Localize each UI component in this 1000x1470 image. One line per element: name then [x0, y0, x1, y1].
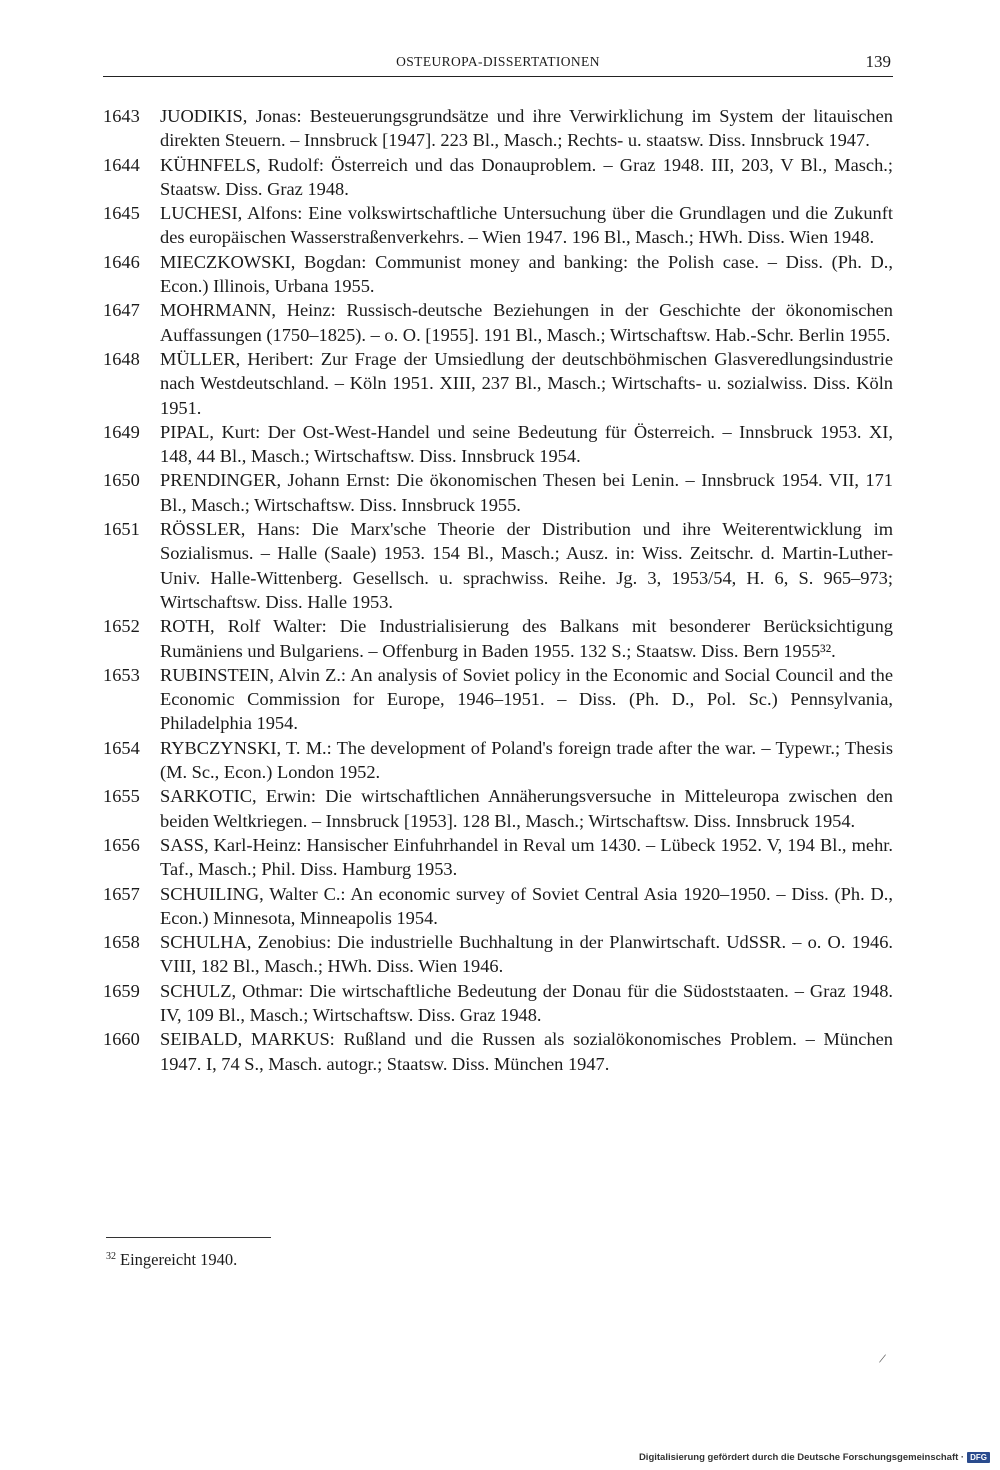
entry-text: PRENDINGER, Johann Ernst: Die ökonomischen Thesen bei Lenin. – Innsbruck 1954. VII, 171 Bl., Masch.; Wirtschaftsw. Diss. Innsbruck 1955.	[160, 470, 893, 515]
entry-text: RÖSSLER, Hans: Die Marx'sche Theorie der Distribution und ihre Weiterentwicklung im Sozialismus. – Halle (Saale) 1953. 154 Bl., Masch.; Ausz. in: Wiss. Zeitschr. d. Martin-Luther-Univ. Halle-Wittenberg. Gesellsch. u. sprachwiss. Reihe. Jg. 3, 1953/54, H. 6, S. 965–973; Wirtschaftsw. Diss. Halle 1953.	[160, 519, 893, 612]
dfg-logo: DFG	[967, 1452, 990, 1463]
footnote	[106, 1250, 237, 1270]
entry-text: MOHRMANN, Heinz: Russisch-deutsche Beziehungen in der Geschichte der ökonomischen Auffassungen (1750–1825). – o. O. [1955]. 191 Bl., Masch.; Wirtschaftsw. Hab.-Schr. Berlin 1955.	[160, 300, 893, 345]
bibliography-entry	[103, 614, 893, 663]
entry-number: 1652	[103, 616, 140, 637]
bibliography-entry	[103, 784, 893, 833]
bibliography-list	[103, 104, 893, 1076]
entry-text: JUODIKIS, Jonas: Besteuerungsgrundsätze und ihre Verwirklichung im System der litauischen direkten Steuern. – Innsbruck [1947]. 223 Bl., Masch.; Rechts- u. staatsw. Diss. Innsbruck 1947.	[160, 106, 893, 151]
bibliography-entry	[103, 250, 893, 299]
entry-number: 1659	[103, 980, 140, 1001]
entry-number: 1658	[103, 932, 140, 953]
bibliography-entry	[103, 153, 893, 202]
entry-text: SARKOTIC, Erwin: Die wirtschaftlichen Annäherungsversuche in Mitteleuropa zwischen den beiden Weltkriegen. – Innsbruck [1953]. 128 Bl., Masch.; Wirtschaftsw. Diss. Innsbruck 1954.	[160, 786, 893, 831]
entry-number: 1650	[103, 470, 140, 491]
entry-number: 1645	[103, 203, 140, 224]
bibliography-entry	[103, 298, 893, 347]
bibliography-entry	[103, 201, 893, 250]
entry-text: KÜHNFELS, Rudolf: Österreich und das Donauproblem. – Graz 1948. III, 203, V Bl., Masch.; Staatsw. Diss. Graz 1948.	[160, 154, 893, 199]
page-header	[103, 50, 893, 77]
entry-number: 1643	[103, 106, 140, 126]
entry-text: SASS, Karl-Heinz: Hansischer Einfuhrhandel in Reval um 1430. – Lübeck 1952. V, 194 Bl., mehr. Taf., Masch.; Phil. Diss. Hamburg 1953.	[160, 834, 893, 880]
footnote-rule	[106, 1237, 271, 1238]
entry-number: 1654	[103, 737, 140, 758]
entry-text: LUCHESI, Alfons: Eine volkswirtschaftliche Untersuchung über die Grundlagen und die Zukunft des europäischen Wasserstraßenverkehrs. – Wien 1947. 196 Bl., Masch.; HWh. Diss. Wien 1948.	[160, 203, 893, 248]
entry-text: MÜLLER, Heribert: Zur Frage der Umsiedlung der deutschböhmischen Glasveredlungsindustrie nach Westdeutschland. – Köln 1951. XIII, 237 Bl., Masch.; Wirtschafts- u. sozialwiss. Diss. Köln 1951.	[160, 348, 893, 418]
entry-text: RYBCZYNSKI, T. M.: The development of Poland's foreign trade after the war. – Typewr.; Thesis (M. Sc., Econ.) London 1952.	[160, 737, 893, 783]
entry-text: SCHUILING, Walter C.: An economic survey of Soviet Central Asia 1920–1950. – Diss. (Ph. D., Econ.) Minnesota, Minneapolis 1954.	[160, 883, 893, 928]
bibliography-entry	[103, 930, 893, 979]
entry-text: MIECZKOWSKI, Bogdan: Communist money and banking: the Polish case. – Diss. (Ph. D., Econ.) Illinois, Urbana 1955.	[160, 251, 893, 297]
digitization-footer	[639, 1452, 990, 1463]
entry-number: 1656	[103, 834, 140, 855]
bibliography-entry	[103, 663, 893, 736]
entry-number: 1653	[103, 664, 140, 685]
entry-text: PIPAL, Kurt: Der Ost-West-Handel und seine Bedeutung für Österreich. – Innsbruck 1953. XI, 148, 44 Bl., Masch.; Wirtschaftsw. Diss. Innsbruck 1954.	[160, 421, 893, 467]
entry-number: 1655	[103, 786, 140, 807]
bibliography-entry	[103, 1027, 893, 1076]
stray-mark: /	[877, 1351, 887, 1368]
entry-text: SEIBALD, MARKUS: Rußland und die Russen als sozialökonomisches Problem. – München 1947. I, 74 S., Masch. autogr.; Staatsw. Diss. München 1947.	[160, 1029, 893, 1074]
entry-number: 1657	[103, 883, 140, 904]
page-number: 139	[865, 52, 891, 71]
footnote-text: Eingereicht 1940.	[120, 1250, 238, 1269]
footnote-marker: 32	[106, 1251, 116, 1262]
entry-number: 1648	[103, 348, 140, 369]
entry-text: RUBINSTEIN, Alvin Z.: An analysis of Soviet policy in the Economic and Social Council and the Economic Commission for Europe, 1946–1951. – Diss. (Ph. D., Pol. Sc.) Pennsylvania, Philadelphia 1954.	[160, 664, 893, 734]
bibliography-entry	[103, 104, 893, 153]
bibliography-entry	[103, 468, 893, 517]
bibliography-entry	[103, 882, 893, 931]
bibliography-entry	[103, 833, 893, 882]
bibliography-entry	[103, 517, 893, 614]
entry-number: 1646	[103, 251, 140, 272]
bibliography-entry	[103, 347, 893, 420]
running-title: OSTEUROPA-DISSERTATIONEN	[396, 54, 600, 69]
bibliography-entry	[103, 979, 893, 1028]
entry-number: 1649	[103, 421, 140, 442]
entry-text: SCHULHA, Zenobius: Die industrielle Buchhaltung in der Planwirtschaft. UdSSR. – o. O. 1946. VIII, 182 Bl., Masch.; HWh. Diss. Wien 1946.	[160, 932, 893, 977]
entry-text: ROTH, Rolf Walter: Die Industrialisierung des Balkans mit besonderer Berücksichtigung Rumäniens und Bulgariens. – Offenburg in Baden 1955. 132 S.; Staatsw. Diss. Bern 1955³².	[160, 616, 893, 661]
entry-number: 1651	[103, 519, 140, 540]
bibliography-entry	[103, 420, 893, 469]
entry-number: 1647	[103, 300, 140, 321]
bibliography-entry	[103, 736, 893, 785]
entry-number: 1644	[103, 154, 140, 175]
entry-text: SCHULZ, Othmar: Die wirtschaftliche Bedeutung der Donau für die Südoststaaten. – Graz 1948. IV, 109 Bl., Masch.; Wirtschaftsw. Diss. Graz 1948.	[160, 980, 893, 1025]
entry-number: 1660	[103, 1029, 140, 1050]
footer-text: Digitalisierung gefördert durch die Deutsche Forschungsgemeinschaft ·	[638, 1452, 965, 1463]
